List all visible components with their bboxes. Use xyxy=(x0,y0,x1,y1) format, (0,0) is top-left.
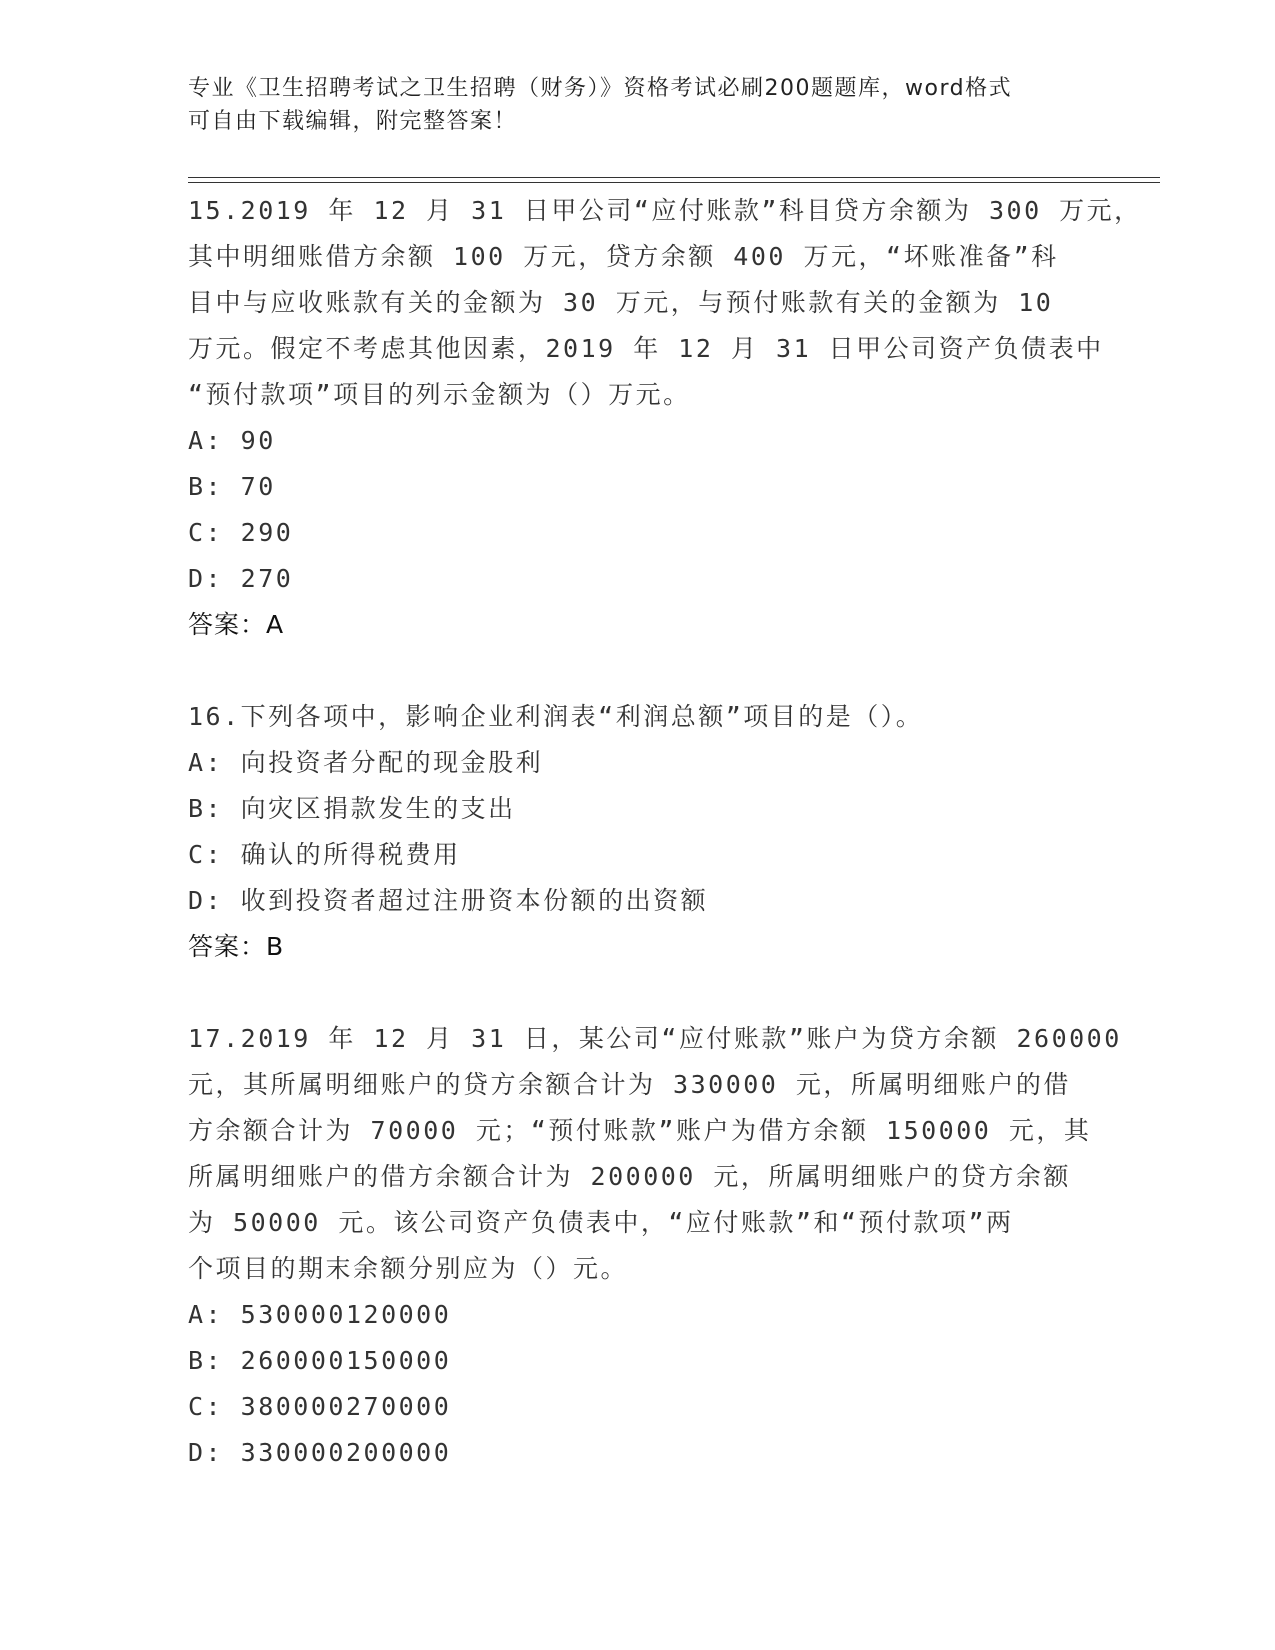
option-a: A: 530000120000 xyxy=(188,1300,452,1329)
option-c: C: 确认的所得税费用 xyxy=(188,840,461,869)
option-d: D: 收到投资者超过注册资本份额的出资额 xyxy=(188,886,709,915)
option-a: A: 90 xyxy=(188,426,276,455)
question-17 xyxy=(188,1016,1122,1476)
stem-line: 为 50000 元。该公司资产负债表中，“应付账款”和“预付款项”两 xyxy=(188,1208,1014,1237)
option-b: B: 70 xyxy=(188,472,276,501)
header-title-line-1: 专业《卫生招聘考试之卫生招聘（财务）》资格考试必刷200题题库，word格式 xyxy=(188,76,1013,101)
header-title-line-2: 可自由下载编辑，附完整答案！ xyxy=(188,109,518,134)
answer-label: 答案：B xyxy=(188,932,285,961)
stem-line: 17.2019 年 12 月 31 日，某公司“应付账款”账户为贷方余额 260000 xyxy=(188,1024,1122,1053)
stem-line: 所属明细账户的借方余额合计为 200000 元，所属明细账户的贷方余额 xyxy=(188,1162,1071,1191)
stem-line: 16.下列各项中，影响企业利润表“利润总额”项目的是（）。 xyxy=(188,702,924,731)
header-divider-bottom xyxy=(188,182,1160,183)
stem-line: 方余额合计为 70000 元；“预付账款”账户为借方余额 150000 元，其 xyxy=(188,1116,1092,1145)
question-stem xyxy=(188,188,1142,418)
stem-line: 万元。假定不考虑其他因素，2019 年 12 月 31 日甲公司资产负债表中 xyxy=(188,334,1104,363)
question-stem xyxy=(188,694,1088,740)
question-15 xyxy=(188,188,1142,648)
option-d: D: 330000200000 xyxy=(188,1438,452,1467)
stem-line: 个项目的期末余额分别应为（）元。 xyxy=(188,1254,629,1283)
option-c: C: 380000270000 xyxy=(188,1392,452,1421)
option-a: A: 向投资者分配的现金股利 xyxy=(188,748,544,777)
document-header xyxy=(188,72,1068,138)
header-divider-top xyxy=(188,177,1160,178)
question-stem xyxy=(188,1016,1122,1292)
question-16 xyxy=(188,694,1088,970)
option-b: B: 260000150000 xyxy=(188,1346,452,1375)
stem-line: “预付款项”项目的列示金额为（）万元。 xyxy=(188,380,691,409)
stem-line: 目中与应收账款有关的金额为 30 万元，与预付账款有关的金额为 10 xyxy=(188,288,1054,317)
question-list xyxy=(188,188,1142,1476)
option-d: D: 270 xyxy=(188,564,294,593)
stem-line: 其中明细账借方余额 100 万元，贷方余额 400 万元，“坏账准备”科 xyxy=(188,242,1059,271)
option-b: B: 向灾区捐款发生的支出 xyxy=(188,794,516,823)
stem-line: 15.2019 年 12 月 31 日甲公司“应付账款”科目贷方余额为 300 万元， xyxy=(188,196,1142,225)
answer-label: 答案：A xyxy=(188,610,285,639)
option-c: C: 290 xyxy=(188,518,294,547)
stem-line: 元，其所属明细账户的贷方余额合计为 330000 元，所属明细账户的借 xyxy=(188,1070,1071,1099)
